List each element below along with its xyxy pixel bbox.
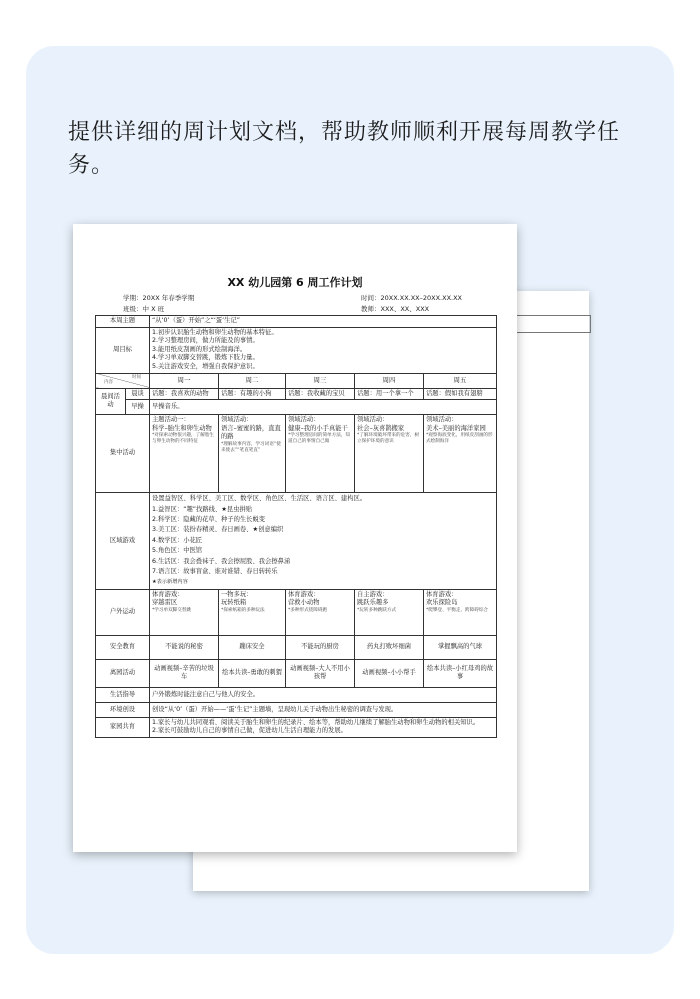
outdoor-title: 跳跃乐趣多 [357, 599, 389, 607]
env-label: 环境创设 [96, 702, 150, 717]
outdoor-note: *爬攀登、平衡走、跨障碍综合 [426, 608, 489, 613]
focus-note: *学习整理房间的简单方法，知道自己的事情自己做 [288, 433, 351, 445]
area-item: 6.生活区：我会叠袜子、我会擦屁股、我会擦鼻涕 [152, 557, 291, 565]
focus-label: 集中活动 [96, 415, 150, 493]
focus-note: *对探索动物很兴趣，了解胎生与卵生动物的不同特征 [152, 433, 215, 445]
talk-cell: 话题：我喜欢的动物 [150, 388, 219, 400]
leave-label: 离园活动 [96, 659, 150, 687]
goal-item: 1.初步认识胎生动物和卵生动物的基本特征。 [152, 328, 278, 336]
exercise-label: 早操 [126, 400, 150, 415]
focus-head: 领域活动： [288, 416, 320, 424]
day-header-row [96, 373, 497, 388]
focus-cell [286, 415, 355, 493]
leave-cell: 绘本共读–小红母鸡的故事 [424, 659, 497, 687]
outdoor-title: 玩转纸箱 [221, 599, 247, 607]
safety-row [96, 635, 497, 659]
outdoor-note: *探索纸箱的多种玩法 [221, 608, 265, 613]
outdoor-head: 体育游戏： [152, 590, 184, 598]
goal-item: 3.能用纸皮刮画的形式绘制海洋。 [152, 345, 247, 353]
exercise-row [96, 400, 497, 415]
leave-cell: 绘本共读–勇敢的刺猬 [219, 659, 286, 687]
goal-item: 4.学习单双脚交替跳，锻炼下肢力量。 [152, 354, 259, 362]
outdoor-head: 体育游戏： [426, 590, 458, 598]
focus-title: 语言–蜜蜜的路，直直的路 [221, 424, 281, 441]
goals-row [96, 327, 497, 373]
outdoor-title: 营救小动物 [288, 599, 320, 607]
diagonal-header-cell [96, 373, 150, 388]
leave-row [96, 659, 497, 687]
goals-label: 周目标 [96, 327, 150, 373]
outdoor-head: 一物多玩： [221, 590, 253, 598]
day-header: 周四 [355, 373, 424, 388]
home-list [150, 717, 497, 737]
focus-title: 美术–美丽的海洋家园 [426, 424, 486, 432]
home-label: 家园共育 [96, 717, 150, 737]
focus-title: 社会–灰喜鹊搬家 [357, 424, 405, 432]
talk-cell: 话题：假如我有翅膀 [424, 388, 497, 400]
corner-content-label: 内容 [104, 379, 113, 385]
weekly-plan-table [95, 315, 497, 738]
area-item: 3.美工区：装扮春精灵、春日画卷、★创意编织 [152, 526, 284, 534]
outdoor-cell [355, 589, 424, 635]
safety-cell: 不能玩的厨房 [286, 635, 355, 659]
area-note: ★表示新增内容 [152, 579, 188, 586]
outdoor-row [96, 589, 497, 635]
focus-cell [355, 415, 424, 493]
focus-note: *了解环境破坏带来的危害，树立保护环境的意识 [357, 433, 420, 445]
outdoor-cell [219, 589, 286, 635]
exercise-value: 早操音乐。 [150, 400, 497, 415]
home-row [96, 717, 497, 737]
safety-label: 安全教育 [96, 635, 150, 659]
day-header: 周三 [286, 373, 355, 388]
focus-head: 领域活动： [221, 416, 253, 424]
area-list [150, 493, 497, 590]
leave-cell: 动画视频–大人不用小孩帮 [286, 659, 355, 687]
theme-label: 本周主题 [96, 316, 150, 328]
focus-cell [150, 415, 219, 493]
area-item: 设置益智区、科学区、美工区、数学区、角色区、生活区、语言区、建构区。 [152, 495, 367, 503]
area-item: 1.益智区：“趣”找路线、★昆虫拼贴 [152, 505, 253, 513]
env-row [96, 702, 497, 717]
focus-title: 健康–我的小手真能干 [288, 424, 348, 432]
home-item: 1.家长与幼儿共同观看、阅读关于胎生和卵生的纪录片、绘本等，帮助幼儿继续了解胎生动物和卵生动物的相关知识。 [152, 718, 480, 726]
focus-cell [219, 415, 286, 493]
focus-head: 主题活动一： [152, 416, 190, 424]
focus-cell [424, 415, 497, 493]
outdoor-head: 体育游戏： [288, 590, 320, 598]
theme-value: “从‘0’（蛋）开始”之“‘蛋’生记” [150, 316, 497, 328]
talk-label: 晨谈 [126, 388, 150, 400]
focus-head: 领域活动： [426, 416, 458, 424]
talk-cell: 话题：我收藏的宝贝 [286, 388, 355, 400]
day-header: 周一 [150, 373, 219, 388]
safety-cell: 掌握飘高的气球 [424, 635, 497, 659]
outdoor-title: 穿越雷区 [152, 599, 178, 607]
outdoor-note: *学习单双脚交替跳 [152, 608, 192, 613]
area-item: 7.语言区：故事盲盒、谁对谁错、春日转转乐 [152, 568, 278, 575]
corner-time-label: 时间 [132, 374, 141, 380]
area-item: 4.数学区：小花匠 [152, 536, 203, 544]
outdoor-cell [150, 589, 219, 635]
area-label: 区域游戏 [96, 493, 150, 590]
outdoor-label: 户外运动 [96, 589, 150, 635]
outdoor-cell [286, 589, 355, 635]
life-value: 户外锻炼时能注意自己与他人的安全。 [150, 687, 497, 702]
safety-cell: 药丸打败坏细菌 [355, 635, 424, 659]
goal-item: 2.学习整理房间，做力所能及的事情。 [152, 337, 259, 345]
leave-cell: 动画视频–辛苦的垃圾车 [150, 659, 219, 687]
day-header: 周五 [424, 373, 497, 388]
talk-cell: 话题：用一个拿一个 [355, 388, 424, 400]
teacher-info: 教师：XXX、XX、XXX [361, 305, 430, 313]
focus-title: 科学–胎生和卵生动物 [152, 424, 212, 432]
term-info: 学期：20XX 年春季学期 [123, 294, 195, 302]
theme-row [96, 316, 497, 328]
safety-cell: 不能说的秘密 [150, 635, 219, 659]
focus-row [96, 415, 497, 493]
leave-cell: 动画视频–小小帮手 [355, 659, 424, 687]
life-row [96, 687, 497, 702]
morning-label: 晨间活动 [96, 388, 126, 415]
talk-row [96, 388, 497, 400]
outdoor-cell [424, 589, 497, 635]
headline: 提供详细的周计划文档，帮助教师顺利开展每周教学任务。 [68, 120, 621, 178]
area-row [96, 493, 497, 590]
document-title: XX 幼儿园第 6 周工作计划 [227, 276, 363, 289]
safety-cell: 蹦床安全 [219, 635, 286, 659]
goals-list [150, 327, 497, 373]
front-page-sheet [73, 224, 517, 852]
home-item: 2.家长可鼓励幼儿自己的事情自己做，促进幼儿生活自理能力的发展。 [152, 727, 347, 735]
outdoor-title: 欢乐探险岛 [426, 599, 458, 607]
outdoor-head: 自主游戏： [357, 590, 389, 598]
day-header: 周二 [219, 373, 286, 388]
talk-cell: 话题：有趣的小狗 [219, 388, 286, 400]
env-value: 创设“从‘0’（蛋）开始——‘蛋’生记”主题墙，呈现幼儿关于动物出生秘密的调查与发现。 [150, 702, 497, 717]
outdoor-note: *玩转多种跳跃方式 [357, 608, 397, 613]
life-label: 生活指导 [96, 687, 150, 702]
class-info: 班级：中 X 班 [123, 305, 165, 313]
goal-item: 5.关注游戏安全，增强自我保护意识。 [152, 362, 259, 370]
outdoor-note: *多种形式绕障碍跑 [288, 608, 328, 613]
area-item: 5.角色区：中医馆 [152, 547, 203, 555]
focus-note: *观察海底变化，用纸皮刮画的形式绘制海洋 [426, 433, 493, 445]
focus-note: *理解故事内容，学习词语“使来使去”“笔直笔直” [221, 441, 281, 453]
time-info: 时间：20XX.XX.XX–20XX.XX.XX [361, 294, 462, 302]
focus-head: 领域活动： [357, 416, 389, 424]
area-item: 2.科学区：隐藏的花草、种子的生长蜕变 [152, 515, 266, 523]
